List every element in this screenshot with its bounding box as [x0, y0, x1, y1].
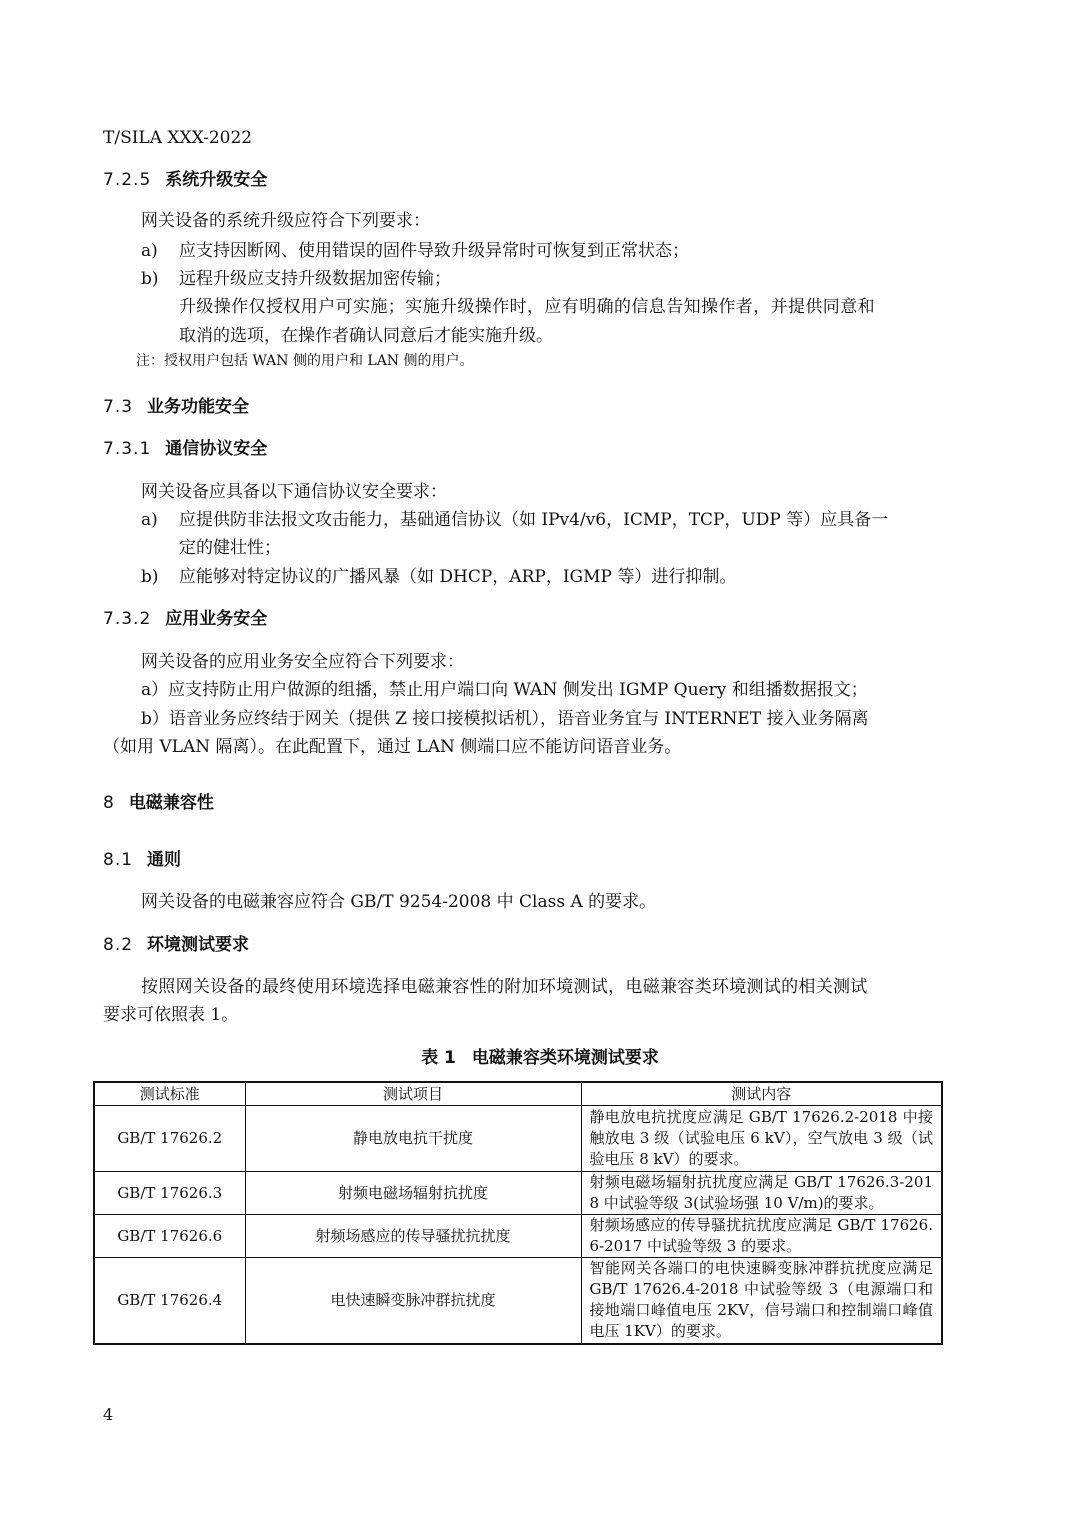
column-header-content: 测试内容 [581, 1082, 942, 1106]
list-text: 应提供防非法报文攻击能力，基础通信协议（如 IPv4/v6，ICMP，TCP，UDP 等）应具备一 [179, 510, 889, 530]
cell-item: 静电放电抗干扰度 [245, 1106, 581, 1172]
heading-7-3 [103, 392, 249, 417]
list-item [141, 264, 451, 289]
cell-standard: GB/T 17626.6 [94, 1215, 245, 1258]
cell-item: 射频电磁场辐射抗扰度 [245, 1172, 581, 1215]
list-marker: b) [141, 567, 159, 587]
table-caption [0, 1043, 1080, 1068]
table-row [94, 1258, 942, 1344]
paragraph: 网关设备的系统升级应符合下列要求： [141, 211, 430, 231]
cell-content: 射频电磁场辐射抗扰度应满足 GB/T 17626.3-2018 中试验等级 3(试验场强 10 V/m)的要求。 [581, 1172, 942, 1215]
heading-8 [103, 788, 214, 813]
column-header-item: 测试项目 [245, 1082, 581, 1106]
cell-content: 射频场感应的传导骚扰抗扰度应满足 GB/T 17626.6-2017 中试验等级 3 的要求。 [581, 1215, 942, 1258]
standard-number: T/SILA XXX-2022 [103, 128, 253, 148]
cell-item: 射频场感应的传导骚扰抗扰度 [245, 1215, 581, 1258]
emc-test-table [93, 1081, 943, 1345]
note: 注：授权用户包括 WAN 侧的用户和 LAN 侧的用户。 [136, 353, 474, 369]
paragraph: 网关设备的应用业务安全应符合下列要求： [141, 652, 464, 672]
paragraph: （如用 VLAN 隔离）。在此配置下，通过 LAN 侧端口应不能访问语音业务。 [103, 737, 682, 757]
list-marker: a) [141, 241, 158, 261]
paragraph: 升级操作仅授权用户可实施；实施升级操作时，应有明确的信息告知操作者，并提供同意和 [179, 297, 875, 317]
heading-7-3-1 [103, 434, 267, 459]
section-number: 7.3.1 [103, 439, 152, 459]
list-marker: a) [141, 510, 158, 530]
section-number: 8 [103, 793, 115, 813]
section-number: 8.2 [103, 935, 134, 955]
cell-standard: GB/T 17626.2 [94, 1106, 245, 1172]
table-row [94, 1106, 942, 1172]
page-number: 4 [103, 1405, 114, 1424]
table-row [94, 1172, 942, 1215]
section-number: 7.3 [103, 397, 134, 417]
table-caption-title: 电磁兼容类环境测试要求 [471, 1048, 659, 1068]
cell-item: 电快速瞬变脉冲群抗扰度 [245, 1258, 581, 1344]
paragraph: 按照网关设备的最终使用环境选择电磁兼容性的附加环境测试，电磁兼容类环境测试的相关测试 [141, 977, 868, 997]
column-header-standard: 测试标准 [94, 1082, 245, 1106]
list-marker: b) [141, 269, 159, 289]
list-item [141, 236, 689, 261]
section-title: 系统升级安全 [165, 170, 268, 190]
heading-7-2-5 [103, 165, 267, 190]
table-row [94, 1215, 942, 1258]
list-item: b）语音业务应终结于网关（提供 Z 接口接模拟话机），语音业务宜与 INTERNET 接入业务隔离 [141, 709, 869, 729]
cell-content: 智能网关各端口的电快速瞬变脉冲群抗扰度应满足 GB/T 17626.4-2018 中试验等级 3（电源端口和接地端口峰值电压 2KV，信号端口和控制端口峰值电压 1KV）的要求。 [581, 1258, 942, 1344]
heading-8-1 [103, 845, 181, 870]
cell-standard: GB/T 17626.3 [94, 1172, 245, 1215]
section-number: 7.3.2 [103, 609, 152, 629]
section-title: 业务功能安全 [147, 397, 250, 417]
table-header-row [94, 1082, 942, 1106]
paragraph: 取消的选项，在操作者确认同意后才能实施升级。 [179, 326, 553, 346]
list-text: 应能够对特定协议的广播风暴（如 DHCP，ARP，IGMP 等）进行抑制。 [179, 567, 737, 587]
paragraph: 定的健壮性； [179, 538, 281, 558]
list-item [141, 505, 888, 530]
paragraph: 要求可依照表 1。 [103, 1005, 239, 1025]
table-caption-number: 表 1 [421, 1048, 456, 1068]
list-item: a）应支持防止用户做源的组播，禁止用户端口向 WAN 侧发出 IGMP Query 和组播数据报文； [141, 680, 868, 700]
section-number: 8.1 [103, 850, 134, 870]
section-title: 通则 [147, 850, 182, 870]
section-title: 应用业务安全 [165, 609, 268, 629]
paragraph: 网关设备的电磁兼容应符合 GB/T 9254-2008 中 Class A 的要求。 [141, 892, 657, 912]
heading-7-3-2 [103, 604, 267, 629]
section-title: 通信协议安全 [165, 439, 268, 459]
list-text: 应支持因断网、使用错误的固件导致升级异常时可恢复到正常状态； [179, 241, 689, 261]
cell-standard: GB/T 17626.4 [94, 1258, 245, 1344]
list-item [141, 562, 736, 587]
heading-8-2 [103, 930, 249, 955]
section-number: 7.2.5 [103, 170, 152, 190]
list-text: 远程升级应支持升级数据加密传输； [179, 269, 451, 289]
paragraph: 网关设备应具备以下通信协议安全要求： [141, 482, 447, 502]
cell-content: 静电放电抗扰度应满足 GB/T 17626.2-2018 中接触放电 3 级（试验电压 6 kV），空气放电 3 级（试验电压 8 kV）的要求。 [581, 1106, 942, 1172]
section-title: 电磁兼容性 [128, 793, 214, 813]
section-title: 环境测试要求 [147, 935, 250, 955]
